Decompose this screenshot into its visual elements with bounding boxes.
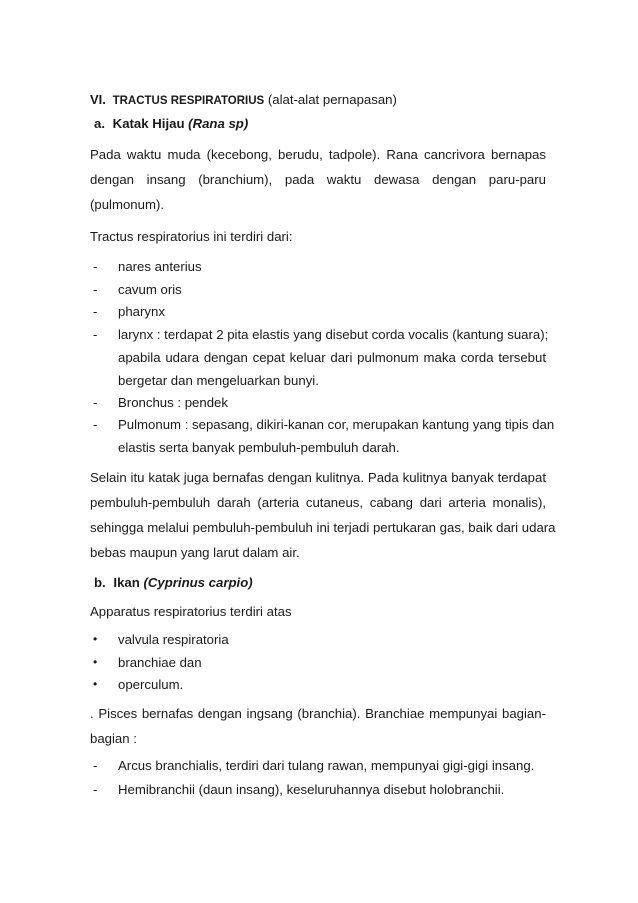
list-item-continuation: elastis serta banyak pembuluh-pembuluh darah. <box>118 440 400 455</box>
part-b-title: Ikan <box>113 575 140 590</box>
paragraph-line: Selain itu katak juga bernafas dengan kulitnya. Pada kulitnya banyak terdapat <box>90 470 546 485</box>
list-item: nares anterius <box>118 259 202 274</box>
list-item: branchiae dan <box>118 655 202 670</box>
list-dash: - <box>93 304 98 319</box>
list-dash: - <box>93 417 98 432</box>
list-dash: - <box>93 782 98 797</box>
list-item: Pulmonum : sepasang, dikiri-kanan cor, merupakan kantung yang tipis dan <box>118 417 555 432</box>
part-b-label: b. <box>94 575 106 590</box>
list-item: valvula respiratoria <box>118 632 229 647</box>
section-title: TRACTUS RESPIRATORIUS <box>112 95 265 107</box>
apparatus-intro: Apparatus respiratorius terdiri atas <box>90 604 292 619</box>
list-dash: - <box>93 758 98 773</box>
list-item-continuation: apabila udara dengan cepat keluar dari pulmonum maka corda tersebut <box>118 350 546 365</box>
bullet-icon: • <box>93 677 98 691</box>
part-a-species: (Rana sp) <box>188 116 249 131</box>
paragraph-line: dengan insang (branchium), pada waktu dewasa dengan paru-paru <box>90 172 546 187</box>
paragraph-line: . Pisces bernafas dengan ingsang (branchia). Branchiae mempunyai bagian- <box>90 706 546 721</box>
list-item: Arcus branchialis, terdiri dari tulang rawan, mempunyai gigi-gigi insang. <box>118 758 535 773</box>
section-number: VI. <box>90 92 106 107</box>
bullet-icon: • <box>93 655 98 669</box>
paragraph-line: bebas maupun yang larut dalam air. <box>90 545 300 560</box>
part-a-title: Katak Hijau <box>112 116 185 131</box>
list-item: Hemibranchii (daun insang), keseluruhannya disebut holobranchii. <box>118 782 505 797</box>
part-b-species: (Cyprinus carpio) <box>143 575 253 590</box>
part-b-heading <box>94 575 253 590</box>
list-item: pharynx <box>118 304 165 319</box>
section-subtitle: (alat-alat pernapasan) <box>267 92 397 107</box>
list-item: larynx : terdapat 2 pita elastis yang disebut corda vocalis (kantung suara); <box>118 327 549 342</box>
part-a-heading <box>94 116 248 131</box>
bullet-icon: • <box>93 632 98 646</box>
paragraph-line: Pada waktu muda (kecebong, berudu, tadpole). Rana cancrivora bernapas <box>90 147 546 162</box>
paragraph-line: (pulmonum). <box>90 197 165 212</box>
list-dash: - <box>93 259 98 274</box>
paragraph-line: bagian : <box>90 731 137 746</box>
list-dash: - <box>93 282 98 297</box>
list-item: Bronchus : pendek <box>118 395 228 410</box>
list-dash: - <box>93 327 98 342</box>
list-item: operculum. <box>118 677 184 692</box>
paragraph-line: pembuluh-pembuluh darah (arteria cutaneus, cabang dari arteria monalis), <box>90 495 546 510</box>
list-item-continuation: bergetar dan mengeluarkan bunyi. <box>118 373 319 388</box>
list-intro: Tractus respiratorius ini terdiri dari: <box>90 229 293 244</box>
list-dash: - <box>93 395 98 410</box>
section-heading <box>90 92 397 107</box>
paragraph-line: sehingga melalui pembuluh-pembuluh ini terjadi pertukaran gas, baik dari udara <box>90 520 556 535</box>
part-a-label: a. <box>94 116 105 131</box>
list-item: cavum oris <box>118 282 182 297</box>
